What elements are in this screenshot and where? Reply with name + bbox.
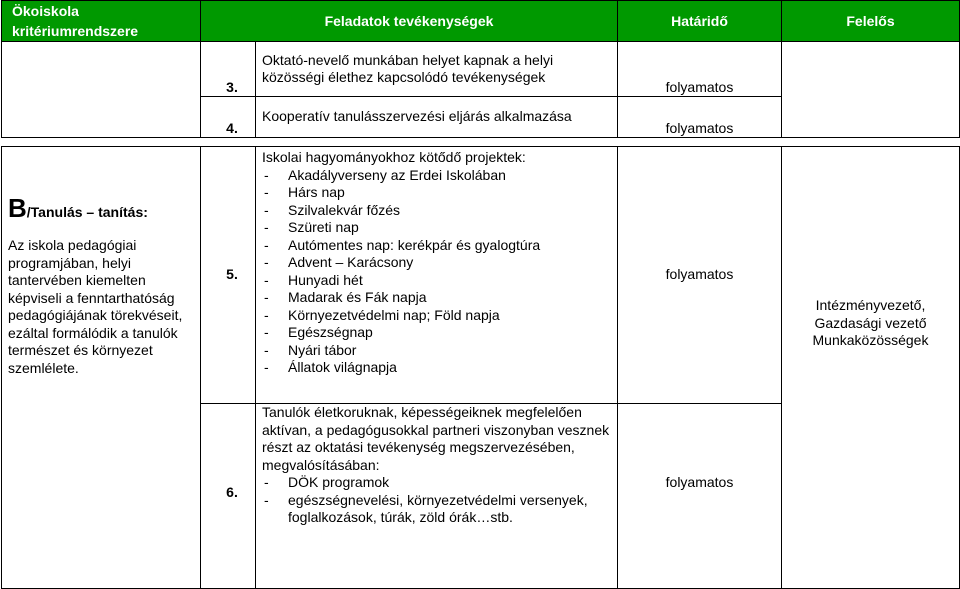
deadline-6: folyamatos xyxy=(618,404,782,589)
owner-line: Munkaközösségek xyxy=(812,332,929,348)
owner-cell xyxy=(782,147,960,589)
table-row-3 xyxy=(2,42,960,97)
table-header-row xyxy=(2,1,960,42)
owner-line: Intézményvezető, xyxy=(815,297,926,313)
participation-intro: Tanulók életkoruknak, képességeiknek megfelelően aktívan, a pedagógusokkal partneri viszonyban vesznek részt az oktatási tevékenység megszervezésében, megvalósításában: xyxy=(262,404,610,473)
task-cell-3: Oktató-nevelő munkában helyet kapnak a helyi közösségi élethez kapcsolódó tevékenységek xyxy=(256,42,618,97)
table-row-4 xyxy=(2,97,960,138)
list-item: - Hunyadi hét xyxy=(262,272,613,290)
list-item: - Szüreti nap xyxy=(262,219,613,237)
list-item: - Nyári tábor xyxy=(262,342,613,360)
projects-intro: Iskolai hagyományokhoz kötődő projektek: xyxy=(262,149,526,165)
table-row-5 xyxy=(2,147,960,404)
task-cell-6 xyxy=(256,404,618,589)
task-cell-5 xyxy=(256,147,618,404)
header-tasks: Feladatok tevékenységek xyxy=(201,1,618,42)
deadline-5: folyamatos xyxy=(618,147,782,404)
list-item: - Akadályverseny az Erdei Iskolában xyxy=(262,167,613,185)
list-item: - Advent – Karácsony xyxy=(262,254,613,272)
list-item: - Autómentes nap: kerékpár és gyalogtúra xyxy=(262,237,613,255)
header-responsible: Felelős xyxy=(782,1,960,42)
list-item: - Hárs nap xyxy=(262,184,613,202)
criteria-cell-empty xyxy=(2,42,201,97)
section-b-title: B/Tanulás – tanítás: xyxy=(8,193,148,223)
deadline-4: folyamatos xyxy=(618,97,782,138)
header-criteria: Ökoiskola kritériumrendszere xyxy=(2,1,201,42)
row-number-4: 4. xyxy=(201,97,256,138)
list-item: - egészségnevelési, környezetvédelmi versenyek, foglalkozások, túrák, zöld órák…stb. xyxy=(262,492,613,527)
header-deadline: Határidő xyxy=(618,1,782,42)
list-item: - Szilvalekvár főzés xyxy=(262,202,613,220)
section-b-cell xyxy=(2,147,201,589)
list-item: - Madarak és Fák napja xyxy=(262,289,613,307)
row-number-3: 3. xyxy=(201,42,256,97)
list-item: - DÖK programok xyxy=(262,474,613,492)
criteria-table xyxy=(1,0,960,589)
criteria-cell-empty-2 xyxy=(2,97,201,138)
spacer xyxy=(2,138,960,147)
list-item: - Állatok világnapja xyxy=(262,359,613,377)
owner-cell-empty-2 xyxy=(782,97,960,138)
row-number-6: 6. xyxy=(201,404,256,589)
participation-list xyxy=(262,474,613,527)
owner-cell-empty xyxy=(782,42,960,97)
row-number-5: 5. xyxy=(201,147,256,404)
owner-line: Gazdasági vezető xyxy=(814,314,927,331)
projects-list xyxy=(262,167,613,377)
task-cell-4: Kooperatív tanulásszervezési eljárás alkalmazása xyxy=(256,97,618,138)
table-spacer-row xyxy=(2,138,960,147)
list-item: - Egészségnap xyxy=(262,324,613,342)
section-b-description: Az iskola pedagógiai programjában, helyi tantervében kiemelten képviseli a fenntarthatóság pedagógiájának törekvéseit, ezáltal formálódik a tanulók természet és környezet szemlélete. xyxy=(8,237,183,376)
list-item: - Környezetvédelmi nap; Föld napja xyxy=(262,307,613,325)
deadline-3: folyamatos xyxy=(618,42,782,97)
